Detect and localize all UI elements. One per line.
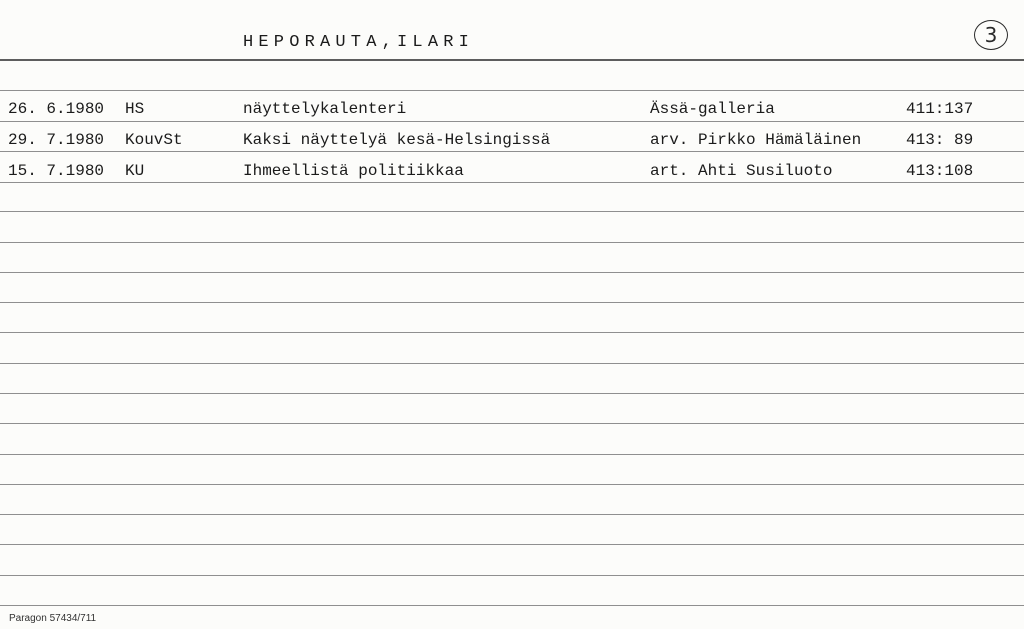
ruled-line [0,575,1024,576]
entry-note: arv. Pirkko Hämäläinen [650,131,862,149]
entry-date: 26. 6.1980 [8,100,105,118]
ruled-line [0,302,1024,303]
print-mark: Paragon 57434/711 [9,613,97,624]
entry-note: Ässä-galleria [650,100,775,118]
ruled-line [0,90,1024,91]
entry-date: 15. 7.1980 [8,162,105,180]
ruled-line [0,272,1024,273]
entry-row [0,160,1024,186]
ruled-line [0,423,1024,424]
entry-reference: 411:137 [906,100,974,118]
entry-source: HS [125,100,145,118]
entry-date: 29. 7.1980 [8,131,105,149]
entry-title: Kaksi näyttelyä kesä-Helsingissä [243,131,551,149]
ruled-line [0,514,1024,515]
card-number-badge: 3 [974,20,1008,50]
entry-title: näyttelykalenteri [243,100,407,118]
ruled-line [0,242,1024,243]
ruled-line [0,605,1024,606]
entry-title: Ihmeellistä politiikkaa [243,162,464,180]
entry-source: KU [125,162,145,180]
ruled-line [0,363,1024,364]
ruled-line [0,393,1024,394]
ruled-line [0,544,1024,545]
entry-row [0,129,1024,155]
entry-reference: 413:108 [906,162,974,180]
ruled-line [0,211,1024,212]
ruled-line [0,332,1024,333]
entry-note: art. Ahti Susiluoto [650,162,833,180]
entry-reference: 413: 89 [906,131,974,149]
entry-row [0,98,1024,124]
heading-rule [0,59,1024,61]
ruled-line [0,484,1024,485]
card-heading: HEPORAUTA,ILARI [243,33,475,52]
entry-source: KouvSt [125,131,183,149]
ruled-line [0,454,1024,455]
